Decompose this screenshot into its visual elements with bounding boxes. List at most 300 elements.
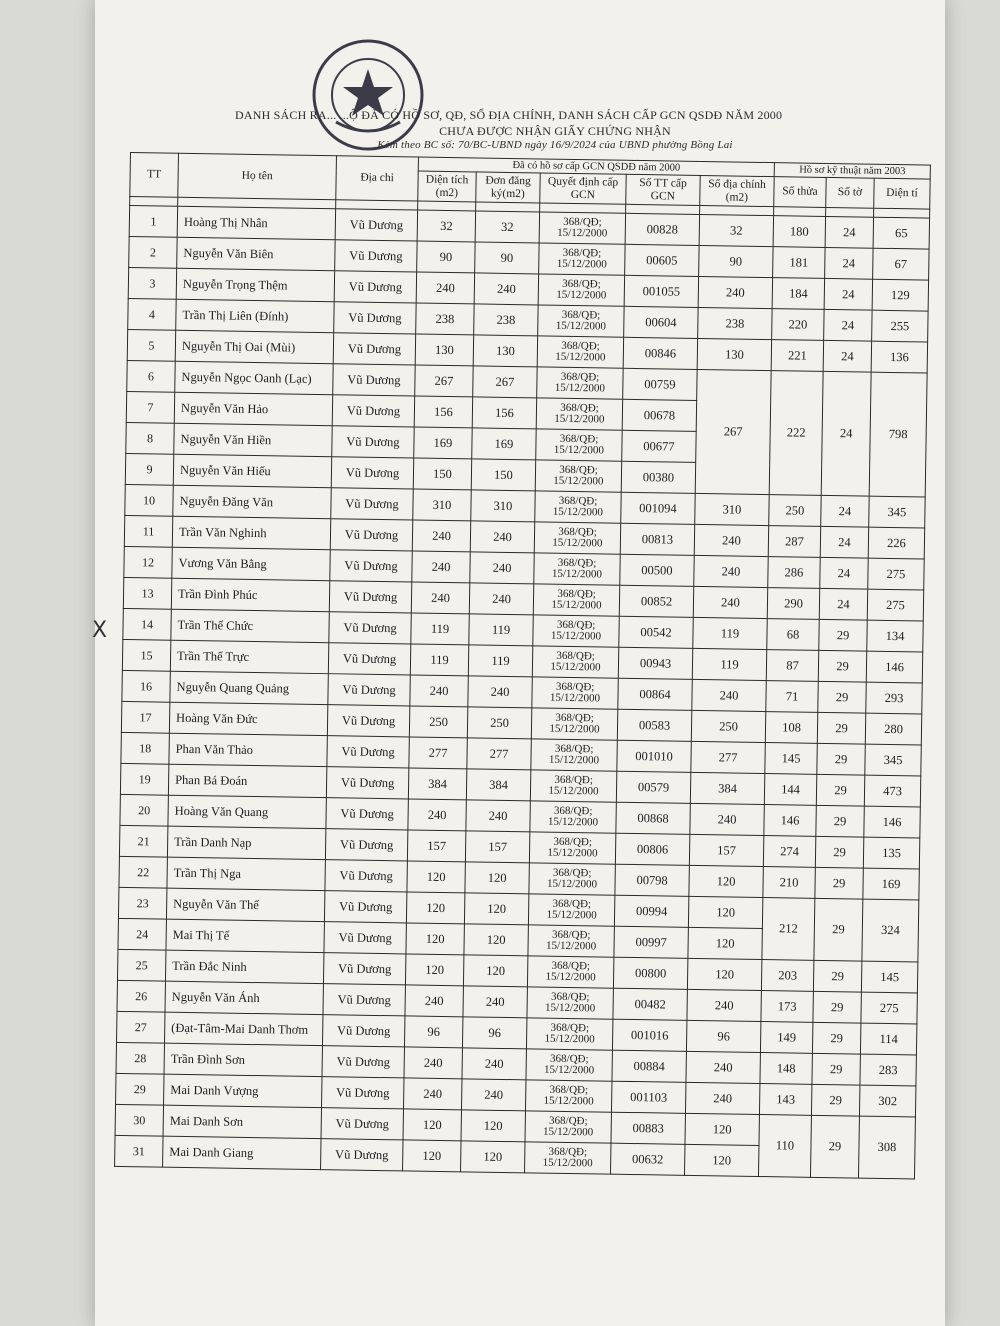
cell-dtkt: 255 <box>872 310 928 342</box>
cell-decision: 368/QĐ; 15/12/2000 <box>525 1111 611 1143</box>
cell-cert-number: 00605 <box>625 244 699 276</box>
cell-registered-area: 238 <box>474 304 538 336</box>
cell-tt: 16 <box>122 670 170 702</box>
cell-cert-number: 00994 <box>614 895 688 927</box>
cell-decision: 368/QĐ; 15/12/2000 <box>530 801 616 833</box>
cell-decision: 368/QĐ; 15/12/2000 <box>534 522 620 554</box>
cell-tt: 3 <box>128 267 176 299</box>
cell-thua: 221 <box>771 340 823 372</box>
handwritten-mark: X <box>92 618 108 643</box>
cell-thua: 203 <box>761 960 813 992</box>
cell-thua: 287 <box>768 526 820 558</box>
cell-sdc: 240 <box>694 524 768 556</box>
cell-address: Vũ Dương <box>324 922 406 954</box>
cell-decision: 368/QĐ; 15/12/2000 <box>538 305 624 337</box>
cell-tt: 29 <box>116 1073 164 1105</box>
cell-tt: 30 <box>115 1104 163 1136</box>
cell-decision: 368/QĐ; 15/12/2000 <box>526 1018 612 1050</box>
cell-name: Trần Thế Chức <box>171 609 329 642</box>
cell-registered-area: 119 <box>468 645 532 677</box>
cell-cert-number: 00864 <box>618 678 692 710</box>
cell-to: 29 <box>818 681 866 713</box>
cell-address: Vũ Dương <box>327 705 409 737</box>
cell-to: 29 <box>816 805 864 837</box>
cell-thua: 222 <box>769 371 823 496</box>
cell-decision: 368/QĐ; 15/12/2000 <box>527 956 613 988</box>
cell-thua: 108 <box>765 712 817 744</box>
cell-tt: 11 <box>124 515 172 547</box>
cell-area: 32 <box>417 210 475 242</box>
cell-thua: 286 <box>768 557 820 589</box>
cell-to: 24 <box>820 557 868 589</box>
cell-address: Vũ Dương <box>329 581 411 613</box>
cell-cert-number: 00677 <box>622 430 696 462</box>
cell-sdc: 120 <box>687 958 761 990</box>
cell-decision: 368/QĐ; 15/12/2000 <box>535 460 621 492</box>
cell-to: 24 <box>819 588 867 620</box>
cell-cert-number: 001103 <box>611 1081 685 1113</box>
cell-area: 238 <box>416 303 474 335</box>
cell-sdc: 277 <box>691 741 765 773</box>
cell-address: Vũ Dương <box>326 798 408 830</box>
cell-dtkt: 146 <box>866 651 922 683</box>
cell-to: 29 <box>810 1115 859 1178</box>
cell-registered-area: 240 <box>469 583 533 615</box>
cell-tt: 15 <box>122 639 170 671</box>
cell-thua: 180 <box>773 216 825 248</box>
cell-name: Hoàng Văn Quang <box>168 795 326 828</box>
title-line-2: CHƯA ĐƯỢC NHẬN GIẤY CHỨNG NHẬN <box>439 124 671 138</box>
cell-address: Vũ Dương <box>322 1015 404 1047</box>
cell-thua: 68 <box>767 619 819 651</box>
cell-sdc: 240 <box>698 276 772 308</box>
cell-cert-number: 00579 <box>616 771 690 803</box>
cell-name: Hoàng Thị Nhân <box>177 206 335 239</box>
cell-registered-area: 120 <box>464 893 528 925</box>
cell-to: 29 <box>815 836 863 868</box>
cell-area: 169 <box>414 427 472 459</box>
cell-sdc: 240 <box>690 803 764 835</box>
cell-thua: 212 <box>762 898 815 961</box>
cell-registered-area: 150 <box>471 459 535 491</box>
cell-tt: 19 <box>120 763 168 795</box>
cell-decision: 368/QĐ; 15/12/2000 <box>536 398 622 430</box>
cell-tt: 24 <box>118 918 166 950</box>
cell-to: 24 <box>823 340 871 372</box>
cell-address: Vũ Dương <box>330 550 412 582</box>
cell-thua: 145 <box>765 743 817 775</box>
cell-area: 384 <box>408 768 466 800</box>
cell-name: Trần Đình Sơn <box>164 1043 322 1076</box>
cell-name: Hoàng Văn Đức <box>169 702 327 735</box>
cell-cert-number: 00828 <box>625 213 699 245</box>
cell-dtkt: 226 <box>868 527 924 559</box>
cell-dtkt: 114 <box>860 1023 916 1055</box>
cell-registered-area: 267 <box>473 366 537 398</box>
cell-tt: 10 <box>125 484 173 516</box>
cell-name: Trần Danh Nạp <box>167 826 325 859</box>
land-certificate-table <box>114 152 931 1179</box>
cell-to: 24 <box>824 309 872 341</box>
cell-area: 250 <box>409 706 467 738</box>
cell-sdc: 96 <box>686 1020 760 1052</box>
cell-area: 240 <box>410 675 468 707</box>
cell-registered-area: 96 <box>462 1017 526 1049</box>
cell-registered-area: 240 <box>470 552 534 584</box>
cell-cert-number: 00943 <box>618 647 692 679</box>
header-dia-chi: Địa chỉ <box>336 156 419 201</box>
cell-name: Nguyễn Văn Hiền <box>174 423 332 456</box>
cell-thua: 250 <box>769 495 821 527</box>
cell-sdc: 32 <box>699 214 773 246</box>
header-so-tt: Số TT cấp GCN <box>626 174 700 205</box>
cell-name: Nguyễn Trọng Thệm <box>176 268 334 301</box>
cell-name: Phan Bá Đoán <box>168 764 326 797</box>
document-title <box>235 108 875 152</box>
cell-cert-number: 00542 <box>619 616 693 648</box>
cell-thua: 149 <box>760 1022 812 1054</box>
cell-name: Mai Thị Tể <box>166 919 324 952</box>
cell-name: Nguyễn Quang Quảng <box>170 671 328 704</box>
cell-decision: 368/QĐ; 15/12/2000 <box>532 646 618 678</box>
cell-to: 24 <box>821 495 869 527</box>
cell-cert-number: 001010 <box>617 740 691 772</box>
cell-dtkt: 145 <box>861 961 917 993</box>
cell-registered-area: 120 <box>461 1141 525 1173</box>
cell-registered-area: 32 <box>475 211 539 243</box>
cell-tt: 9 <box>125 453 173 485</box>
cell-address: Vũ Dương <box>325 860 407 892</box>
cell-registered-area: 120 <box>463 955 527 987</box>
cell-decision: 368/QĐ; 15/12/2000 <box>525 1142 611 1174</box>
cell-cert-number: 00800 <box>613 957 687 989</box>
cell-tt: 14 <box>123 608 171 640</box>
cell-sdc: 119 <box>693 617 767 649</box>
cell-address: Vũ Dương <box>333 364 415 396</box>
cell-dtkt: 275 <box>867 589 923 621</box>
cell-thua: 146 <box>764 805 816 837</box>
cell-address: Vũ Dương <box>327 736 409 768</box>
cell-area: 240 <box>404 1078 462 1110</box>
cell-registered-area: 310 <box>471 490 535 522</box>
cell-tt: 26 <box>117 980 165 1012</box>
cell-address: Vũ Dương <box>324 891 406 923</box>
cell-tt: 2 <box>129 236 177 268</box>
cell-address: Vũ Dương <box>335 240 417 272</box>
cell-sdc: 90 <box>699 245 773 277</box>
cell-to: 29 <box>812 1022 860 1054</box>
title-line-3: Kèm theo BC số: 70/BC-UBND ngày 16/9/2024 của UBND phường Bồng Lai <box>377 139 733 151</box>
cell-tt: 4 <box>128 298 176 330</box>
cell-area: 157 <box>407 830 465 862</box>
cell-tt: 21 <box>119 825 167 857</box>
cell-sdc: 250 <box>691 710 765 742</box>
cell-decision: 368/QĐ; 15/12/2000 <box>539 212 625 244</box>
cell-thua: 220 <box>772 309 824 341</box>
cell-name: Trần Thị Nga <box>167 857 325 890</box>
cell-registered-area: 240 <box>474 273 538 305</box>
cell-decision: 368/QĐ; 15/12/2000 <box>525 1080 611 1112</box>
cell-registered-area: 169 <box>472 428 536 460</box>
cell-area: 120 <box>407 861 465 893</box>
cell-to: 29 <box>811 1084 859 1116</box>
cell-registered-area: 120 <box>464 924 528 956</box>
cell-name: Phan Văn Thảo <box>169 733 327 766</box>
cell-area: 120 <box>405 954 463 986</box>
cell-decision: 368/QĐ; 15/12/2000 <box>539 243 625 275</box>
cell-to: 29 <box>814 898 863 961</box>
cell-registered-area: 250 <box>467 707 531 739</box>
cell-address: Vũ Dương <box>328 674 410 706</box>
cell-dtkt: 293 <box>866 682 922 714</box>
cell-registered-area: 240 <box>468 676 532 708</box>
cell-dtkt: 324 <box>862 899 919 962</box>
cell-sdc: 120 <box>688 896 762 928</box>
cell-tt: 22 <box>119 856 167 888</box>
cell-sdc: 240 <box>686 1051 760 1083</box>
cell-thua: 181 <box>773 247 825 279</box>
cell-address: Vũ Dương <box>322 1046 404 1078</box>
cell-address: Vũ Dương <box>334 271 416 303</box>
cell-dtkt: 146 <box>864 806 920 838</box>
header-so-dia-chinh: Số địa chính (m2) <box>700 175 774 206</box>
cell-dtkt: 345 <box>869 496 925 528</box>
cell-address: Vũ Dương <box>326 767 408 799</box>
cell-thua: 144 <box>764 774 816 806</box>
cell-cert-number: 00482 <box>613 988 687 1020</box>
cell-area: 150 <box>413 458 471 490</box>
cell-to: 29 <box>819 619 867 651</box>
cell-area: 120 <box>406 923 464 955</box>
cell-cert-number: 00583 <box>617 709 691 741</box>
cell-tt: 12 <box>124 546 172 578</box>
cell-name: Nguyễn Văn Hiếu <box>173 454 331 487</box>
cell-thua: 87 <box>766 650 818 682</box>
cell-to: 24 <box>820 526 868 558</box>
cell-cert-number: 00604 <box>624 306 698 338</box>
cell-sdc: 384 <box>690 772 764 804</box>
header-dien-tich-kt: Diện tí <box>874 178 930 209</box>
cell-dtkt: 67 <box>873 248 929 280</box>
cell-sdc: 120 <box>689 865 763 897</box>
cell-tt: 5 <box>127 329 175 361</box>
cell-name: Nguyễn Văn Biên <box>177 237 335 270</box>
cell-dtkt: 345 <box>865 744 921 776</box>
cell-cert-number: 00806 <box>615 833 689 865</box>
cell-registered-area: 130 <box>473 335 537 367</box>
cell-cert-number: 00500 <box>620 554 694 586</box>
cell-dtkt: 129 <box>872 279 928 311</box>
cell-name: Trần Văn Nghinh <box>172 516 330 549</box>
cell-decision: 368/QĐ; 15/12/2000 <box>529 863 615 895</box>
header-quyet-dinh: Quyết định cấp GCN <box>540 173 626 204</box>
cell-dtkt: 136 <box>871 341 927 373</box>
cell-thua: 143 <box>759 1084 811 1116</box>
cell-decision: 368/QĐ; 15/12/2000 <box>528 925 614 957</box>
cell-address: Vũ Dương <box>322 1077 404 1109</box>
cell-cert-number: 00883 <box>611 1112 685 1144</box>
cell-dtkt: 65 <box>873 217 929 249</box>
cell-dtkt: 275 <box>868 558 924 590</box>
cell-area: 120 <box>403 1109 461 1141</box>
cell-dtkt: 275 <box>861 992 917 1024</box>
cell-area: 267 <box>415 365 473 397</box>
cell-name: (Đạt-Tâm-Mai Danh Thơm <box>165 1012 323 1045</box>
cell-sdc: 240 <box>693 586 767 618</box>
title-line-1: DANH SÁCH RA... ...Ộ ĐÃ CÓ HỒ SƠ, QĐ, SỔ ĐỊA CHÍNH, DANH SÁCH CẤP GCN QSDĐ NĂM 2000 <box>235 108 783 122</box>
cell-to: 29 <box>817 712 865 744</box>
cell-sdc: 157 <box>689 834 763 866</box>
cell-sdc: 120 <box>688 927 762 959</box>
cell-dtkt: 169 <box>863 868 919 900</box>
header-group-gcn: Đã có hồ sơ cấp GCN QSDĐ năm 2000 <box>418 157 774 177</box>
cell-name: Nguyễn Văn Thể <box>166 888 324 921</box>
cell-decision: 368/QĐ; 15/12/2000 <box>533 615 619 647</box>
cell-tt: 17 <box>121 701 169 733</box>
cell-sdc: 130 <box>697 338 771 370</box>
cell-dtkt: 135 <box>863 837 919 869</box>
cell-address: Vũ Dương <box>333 333 415 365</box>
cell-decision: 368/QĐ; 15/12/2000 <box>532 677 618 709</box>
cell-name: Nguyễn Văn Ánh <box>165 981 323 1014</box>
cell-cert-number: 00852 <box>619 585 693 617</box>
cell-tt: 6 <box>127 360 175 392</box>
cell-area: 96 <box>404 1016 462 1048</box>
cell-address: Vũ Dương <box>321 1139 403 1171</box>
cell-cert-number: 00813 <box>620 523 694 555</box>
cell-tt: 18 <box>121 732 169 764</box>
cell-area: 310 <box>413 489 471 521</box>
cell-sdc: 310 <box>695 493 769 525</box>
cell-name: Nguyễn Ngọc Oanh (Lạc) <box>175 361 333 394</box>
cell-to: 24 <box>824 278 872 310</box>
cell-decision: 368/QĐ; 15/12/2000 <box>533 584 619 616</box>
cell-decision: 368/QĐ; 15/12/2000 <box>534 553 620 585</box>
cell-sdc: 240 <box>694 555 768 587</box>
cell-registered-area: 120 <box>465 862 529 894</box>
cell-address: Vũ Dương <box>325 829 407 861</box>
cell-area: 240 <box>412 551 470 583</box>
cell-decision: 368/QĐ; 15/12/2000 <box>531 739 617 771</box>
cell-area: 120 <box>403 1140 461 1172</box>
cell-dtkt: 280 <box>865 713 921 745</box>
cell-thua: 71 <box>766 681 818 713</box>
cell-address: Vũ Dương <box>328 643 410 675</box>
cell-area: 240 <box>408 799 466 831</box>
cell-cert-number: 00884 <box>612 1050 686 1082</box>
cell-address: Vũ Dương <box>332 395 414 427</box>
cell-thua: 210 <box>763 867 815 899</box>
cell-tt: 25 <box>117 949 165 981</box>
cell-address: Vũ Dương <box>323 984 405 1016</box>
cell-thua: 110 <box>759 1115 812 1178</box>
cell-name: Trần Thế Trực <box>170 640 328 673</box>
cell-decision: 368/QĐ; 15/12/2000 <box>528 894 614 926</box>
cell-area: 240 <box>405 985 463 1017</box>
cell-registered-area: 277 <box>467 738 531 770</box>
cell-name: Mai Danh Vượng <box>164 1074 322 1107</box>
cell-cert-number: 00380 <box>621 461 695 493</box>
cell-cert-number: 00798 <box>615 864 689 896</box>
cell-to: 29 <box>817 743 865 775</box>
header-tt: TT <box>130 153 179 198</box>
cell-area: 119 <box>411 613 469 645</box>
cell-thua: 274 <box>763 836 815 868</box>
cell-sdc: 120 <box>684 1144 758 1176</box>
cell-name: Trần Thị Liên (Đính) <box>176 299 334 332</box>
header-so-thua: Số thửa <box>774 177 826 208</box>
cell-dtkt: 283 <box>860 1054 916 1086</box>
header-dien-tich: Diện tích (m2) <box>418 171 476 202</box>
cell-sdc: 267 <box>695 369 771 494</box>
cell-cert-number: 00868 <box>616 802 690 834</box>
cell-to: 24 <box>825 216 873 248</box>
cell-registered-area: 120 <box>461 1110 525 1142</box>
cell-cert-number: 001016 <box>612 1019 686 1051</box>
cell-decision: 368/QĐ; 15/12/2000 <box>537 336 623 368</box>
cell-cert-number: 001055 <box>624 275 698 307</box>
cell-registered-area: 156 <box>472 397 536 429</box>
cell-thua: 290 <box>767 588 819 620</box>
cell-cert-number: 00759 <box>623 368 697 400</box>
cell-registered-area: 240 <box>461 1079 525 1111</box>
cell-decision: 368/QĐ; 15/12/2000 <box>537 367 623 399</box>
cell-dtkt: 473 <box>864 775 920 807</box>
cell-tt: 28 <box>116 1042 164 1074</box>
cell-to: 29 <box>816 774 864 806</box>
cell-address: Vũ Dương <box>335 209 417 241</box>
cell-name: Mai Danh Sơn <box>163 1105 321 1138</box>
cell-to: 29 <box>815 867 863 899</box>
cell-address: Vũ Dương <box>331 488 413 520</box>
cell-registered-area: 240 <box>463 986 527 1018</box>
cell-address: Vũ Dương <box>332 426 414 458</box>
cell-dtkt: 798 <box>869 372 927 497</box>
cell-registered-area: 240 <box>462 1048 526 1080</box>
cell-to: 29 <box>813 960 861 992</box>
cell-decision: 368/QĐ; 15/12/2000 <box>529 832 615 864</box>
cell-sdc: 240 <box>692 679 766 711</box>
cell-thua: 173 <box>761 991 813 1023</box>
cell-area: 240 <box>416 272 474 304</box>
cell-thua: 148 <box>760 1053 812 1085</box>
cell-decision: 368/QĐ; 15/12/2000 <box>535 491 621 523</box>
cell-registered-area: 157 <box>465 831 529 863</box>
cell-thua: 184 <box>772 278 824 310</box>
cell-decision: 368/QĐ; 15/12/2000 <box>536 429 622 461</box>
cell-decision: 368/QĐ; 15/12/2000 <box>538 274 624 306</box>
cell-tt: 7 <box>126 391 174 423</box>
cell-dtkt: 134 <box>867 620 923 652</box>
cell-sdc: 238 <box>698 307 772 339</box>
cell-dtkt: 308 <box>858 1116 915 1179</box>
cell-tt: 23 <box>118 887 166 919</box>
header-group-kt: Hồ sơ kỹ thuật năm 2003 <box>774 163 930 179</box>
cell-name: Trần Đình Phúc <box>171 578 329 611</box>
cell-decision: 368/QĐ; 15/12/2000 <box>530 770 616 802</box>
header-so-to: Số tờ <box>826 177 874 208</box>
cell-sdc: 120 <box>685 1113 759 1145</box>
cell-address: Vũ Dương <box>323 953 405 985</box>
cell-tt: 8 <box>126 422 174 454</box>
cell-cert-number: 00678 <box>622 399 696 431</box>
cell-tt: 20 <box>120 794 168 826</box>
cell-sdc: 119 <box>692 648 766 680</box>
cell-area: 119 <box>410 644 468 676</box>
cell-name: Trần Đắc Ninh <box>165 950 323 983</box>
cell-area: 240 <box>404 1047 462 1079</box>
cell-registered-area: 384 <box>466 769 530 801</box>
